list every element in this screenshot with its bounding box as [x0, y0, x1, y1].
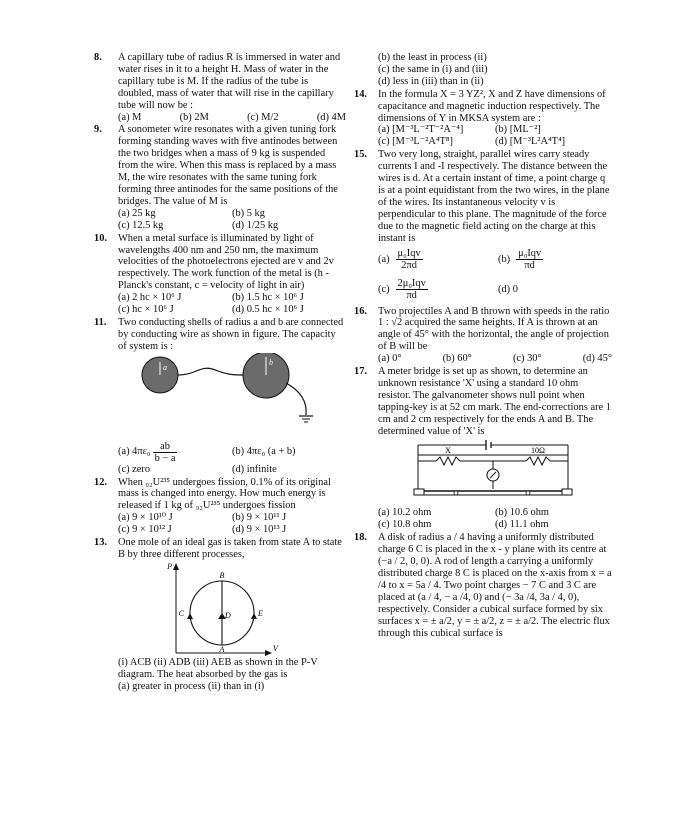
question-number: 17. [354, 366, 367, 378]
option-b: (b) the least in process (ii) [378, 52, 487, 63]
option-c: (c) $\frac{\text{2μ₀Iqv}}{\pi d}$ [378, 278, 426, 301]
option-c: (c) M/2 [247, 111, 279, 123]
question-13-continued [354, 52, 612, 88]
option-d: (d) 9 × 10¹³ J [232, 524, 287, 536]
option-a: (a) [M⁻³L⁻²T⁻²A⁻⁴] [378, 124, 464, 136]
option-d: (d) 4M [316, 111, 346, 123]
option-b: (b) [ML⁻²] [495, 124, 541, 136]
label-b: B [219, 570, 225, 580]
question-text: A sonometer wire resonates with a given tuning fork forming standing waves with five antinodes between the two bridges when a mass of 9 kg is suspended from the wire. When this mass is replaced by a mass M, the wire resonates with the same tuning fork forming three antinodes for the same positions of the bridges. The value of M is [118, 124, 338, 207]
option-a: (a) $\frac{\text{μ₀Iqv}}{2\pi d}$ [378, 248, 421, 271]
question-number: 14. [354, 88, 367, 100]
option-c: (c) the same in (i) and (iii) [378, 63, 488, 75]
option-b: (b) 5 kg [232, 207, 265, 219]
option-d: (d) 0.5 hc × 10⁶ J [232, 304, 304, 316]
option-d: (d) 1/25 kg [232, 219, 279, 231]
question-text: One mole of an ideal gas is taken from state A to state B by three different processes, [118, 537, 342, 560]
option-b: (b) 60° [442, 353, 472, 365]
question-text: Two conducting shells of radius a and b are connected by conducting wire as shown in figure. The capacity of system is : [118, 316, 344, 352]
option-a: (a) 2 hc × 10⁶ J [118, 292, 182, 304]
question-text: When ₉₂U²³⁵ undergoes fission, 0.1% of its original mass is changed into energy. How much energy is released if 1 kg of ₉₂U²³⁵ undergoes fission [118, 476, 331, 512]
standard-resistor [526, 457, 550, 465]
option-a: (a) 10.2 ohm [378, 507, 432, 519]
question-11 [94, 317, 346, 476]
ground-wire [286, 383, 306, 415]
question-text: In the formula X = 3 YZ², X and Z have dimensions of capacitance and magnetic induction respectively. The dimensions of Y in MKSA system are : [378, 88, 606, 124]
option-b: (b) 4πε₀ (a + b) [232, 446, 296, 458]
label-c: C [178, 608, 184, 618]
connecting-wire [178, 368, 244, 375]
option-c: (c) [M⁻³L⁻²A⁴T⁸] [378, 136, 453, 148]
question-number: 10. [94, 232, 107, 244]
option-c: (c) zero [118, 463, 151, 475]
left-column [94, 52, 346, 694]
question-18 [354, 532, 612, 639]
option-d: (d) [M⁻³L²A⁴T⁴] [495, 136, 566, 148]
option-d: (d) 0 [498, 283, 518, 295]
option-b: (b) 9 × 10¹¹ J [232, 512, 287, 524]
question-text: Two very long, straight, parallel wires carry steady currents I and -I respectively. The distance between the wires is d. At a certain instant of time, a point charge q is at a point equidistant from the two wires, in the plane of the wires. Its instantaneous velocity v is perpendicular to this plane. The magnitude of the force due to the magnetic field acting on the charge at this instant is [378, 149, 610, 244]
question-8 [94, 52, 346, 123]
option-a: (a) M [118, 111, 142, 123]
option-c: (c) 12.5 kg [118, 219, 164, 231]
question-13 [94, 537, 346, 693]
label-x: X [445, 446, 451, 456]
unknown-resistor [436, 457, 460, 465]
question-text-cont: (i) ACB (ii) ADB (iii) AEB as shown in the P-V diagram. The heat absorbed by the gas is [118, 656, 318, 680]
option-d: (d) 45° [582, 353, 612, 365]
question-number: 9. [94, 124, 102, 136]
question-number: 8. [94, 52, 102, 63]
label-d: D [225, 610, 231, 620]
label-a: a [163, 362, 167, 372]
question-17 [354, 366, 612, 531]
pv-diagram [118, 561, 346, 657]
meter-bridge-figure [378, 437, 612, 507]
question-16 [354, 306, 612, 366]
question-text: A disk of radius a / 4 having a uniformly distributed charge 6 C is placed in the x - y plane with its centre at (−a / 2, 0, 0). A rod of length a carrying a uniformly distributed charge 8 C is placed on the x-axis from x = a /4 to x = 5a / 4. Two point charges − 7 C and 3 C are placed at (a / 4, − a /4, 0) and (− 3a /4, 3a / 4, 0), respectively. Consider a cubical surface formed by six surfaces x = ± a/2, y = ± a/2, z = ± a/2. The electric flux through this cubical surface is [378, 532, 612, 639]
option-c: (c) hc × 10⁶ J [118, 304, 174, 316]
option-a: (a) greater in process (ii) than in (i) [118, 680, 265, 692]
option-b: (b) $\frac{\text{μ₀Iqv}}{\pi d}$ [498, 248, 542, 271]
question-number: 11. [94, 316, 107, 328]
question-14 [354, 89, 612, 149]
label-e: E [258, 608, 263, 618]
question-text: Two projectiles A and B thrown with speeds in the ratio 1 : √2 acquired the same heights. If A is thrown at an angle of 45° with the horizontal, the angle of projection of B will be [378, 305, 610, 353]
option-c: (c) 9 × 10¹² J [118, 524, 172, 536]
question-text: When a metal surface is illuminated by light of wavelengths 400 nm and 250 nm, the maximum velocities of the photoelectrons ejected are v and 2v respectively. The work function of the metal is (h - Planck's constant, c = velocity of light in air) [118, 232, 334, 292]
axis-label-p: P [167, 561, 172, 571]
option-b: (b) 10.6 ohm [495, 507, 549, 519]
label-b: b [269, 357, 273, 367]
option-b: (b) 1.5 hc × 10⁶ J [232, 292, 304, 304]
question-text: A meter bridge is set up as shown, to determine an unknown resistance 'X' using a standard 10 ohm resistor. The galvanometer shows null point when tapping-key is at 52 cm mark. The end-corrections are 1 cm and 2 cm respectively for the ends A and B. The determined value of 'X' is [378, 366, 611, 437]
option-d: (d) 11.1 ohm [495, 519, 549, 531]
option-c: (c) 10.8 ohm [378, 519, 432, 531]
question-number: 16. [354, 305, 367, 317]
option-a: (a) 25 kg [118, 207, 156, 219]
question-number: 18. [354, 532, 367, 544]
shells-figure [118, 353, 346, 441]
right-column [354, 52, 612, 640]
label-10-ohm: 10Ω [531, 446, 545, 456]
option-b: (b) 2M [179, 111, 209, 123]
question-9 [94, 124, 346, 231]
question-12 [94, 477, 346, 537]
question-number: 12. [94, 476, 107, 488]
option-a: (a) 0° [378, 353, 402, 365]
question-number: 15. [354, 149, 367, 161]
option-d: (d) less in (iii) than in (ii) [378, 75, 484, 87]
question-text: A capillary tube of radius R is immersed in water and water rises in it to a height H. Mass of water in the capillary tube is M. If the radius of the tube is doubled, mass of water that will rise in the capillary tube will now be : [118, 52, 341, 111]
axis-label-v: V [273, 643, 278, 653]
question-10 [94, 233, 346, 316]
question-number: 13. [94, 537, 107, 549]
option-a: (a) 4πε₀ $\frac{ab}{b - a}$ [118, 440, 176, 464]
option-c: (c) 30° [512, 353, 542, 365]
label-a: A [219, 644, 225, 654]
option-a: (a) 9 × 10¹⁰ J [118, 512, 173, 524]
question-15 [354, 149, 612, 304]
option-d: (d) infinite [232, 463, 277, 475]
